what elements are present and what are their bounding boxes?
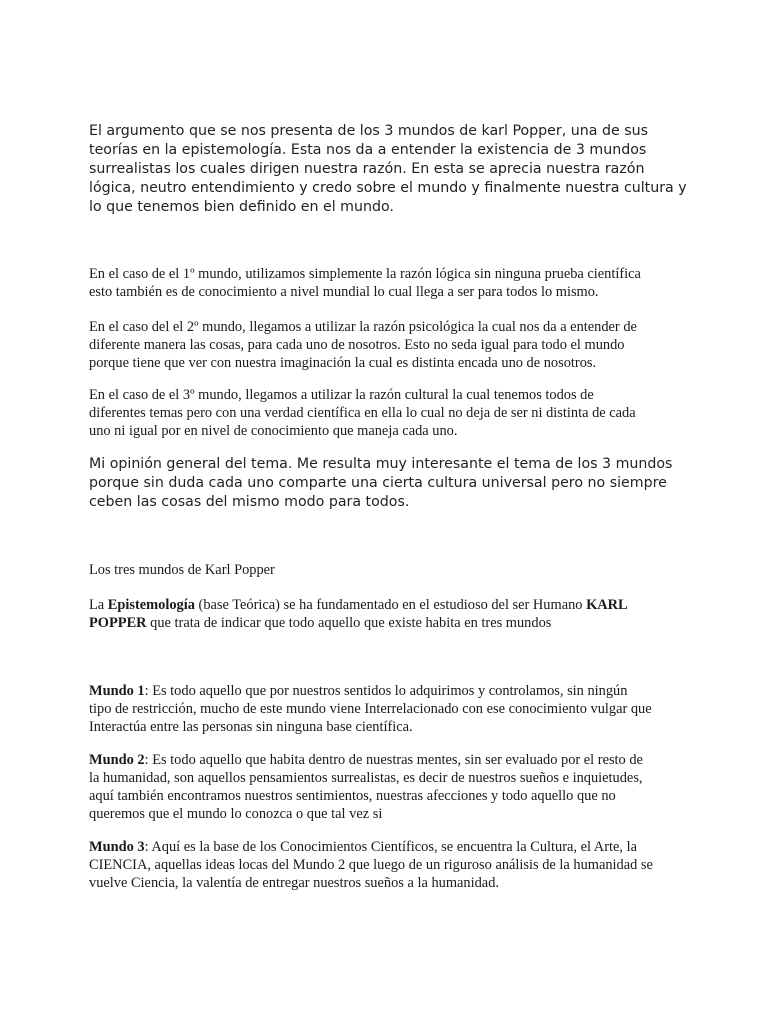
text-line (89, 614, 689, 632)
bold-name: POPPER (89, 615, 147, 631)
mundo-1-paragraph (89, 682, 689, 736)
text-line (89, 751, 689, 769)
mundo-label: Mundo 3 (89, 839, 145, 855)
bold-term: Epistemología (107, 597, 195, 613)
text-line: esto también es de conocimiento a nivel mundial lo cual llega a ser para todos lo mismo. (89, 284, 599, 300)
text-line: la humanidad, son aquellos pensamientos surrealistas, es decir de nuestros sueños e inquietudes, (89, 770, 643, 786)
text-line: ceben las cosas del mismo modo para todos. (89, 494, 410, 510)
intro-paragraph (89, 122, 689, 217)
mundo-3-paragraph (89, 838, 689, 892)
text-line: lógica, neutro entendimiento y credo sobre el mundo y finalmente nuestra cultura y (89, 180, 687, 196)
third-world-paragraph (89, 386, 689, 440)
text-line: porque tiene que ver con nuestra imaginación la cual es distinta encada uno de nosotros. (89, 355, 597, 371)
text-line (89, 596, 689, 614)
text-line: Mi opinión general del tema. Me resulta muy interesante el tema de los 3 mundos (89, 456, 673, 472)
first-world-paragraph (89, 265, 689, 301)
text-run: (base Teórica) se ha fundamentado en el estudioso del ser Humano (194, 597, 587, 613)
text-line: vuelve Ciencia, la valentía de entregar nuestros sueños a la humanidad. (89, 875, 499, 891)
subtitle-text: Los tres mundos de Karl Popper (89, 562, 275, 578)
text-line (89, 838, 689, 856)
text-line: CIENCIA, aquellas ideas locas del Mundo 2 que luego de un riguroso análisis de la humanidad se (89, 857, 653, 873)
text-run: La (89, 597, 108, 613)
text-line: En el caso de el 1º mundo, utilizamos simplemente la razón lógica sin ninguna prueba científica (89, 266, 641, 282)
text-line: diferente manera las cosas, para cada uno de nosotros. Esto no seda igual para todo el mundo (89, 337, 625, 353)
text-line: En el caso del el 2º mundo, llegamos a utilizar la razón psicológica la cual nos da a entender de (89, 319, 637, 335)
text-run: : Aquí es la base de los Conocimientos Científicos, se encuentra la Cultura, el Arte, la (144, 839, 637, 855)
mundo-label: Mundo 2 (89, 752, 145, 768)
text-line: El argumento que se nos presenta de los 3 mundos de karl Popper, una de sus (89, 123, 648, 139)
mundo-2-paragraph (89, 751, 689, 823)
text-run: que trata de indicar que todo aquello que existe habita en tres mundos (146, 615, 552, 631)
text-line: Interactúa entre las personas sin ninguna base científica. (89, 719, 413, 735)
bold-name: KARL (586, 597, 628, 613)
mundo-label: Mundo 1 (89, 683, 145, 699)
section-subtitle (89, 561, 689, 579)
text-line (89, 682, 689, 700)
text-run: : Es todo aquello que por nuestros sentidos lo adquirimos y controlamos, sin ningún (144, 683, 628, 699)
text-line: En el caso de el 3º mundo, llegamos a utilizar la razón cultural la cual tenemos todos de (89, 387, 594, 403)
text-line: queremos que el mundo lo conozca o que tal vez si (89, 806, 383, 822)
text-line: diferentes temas pero con una verdad científica en ella lo cual no deja de ser ni distinta de cada (89, 405, 636, 421)
epistemology-paragraph (89, 596, 689, 632)
text-run: : Es todo aquello que habita dentro de nuestras mentes, sin ser evaluado por el resto de (144, 752, 643, 768)
text-line: uno ni igual por en nivel de conocimiento que maneja cada uno. (89, 423, 458, 439)
text-line: lo que tenemos bien definido en el mundo. (89, 199, 394, 215)
second-world-paragraph (89, 318, 689, 372)
text-line: surrealistas los cuales dirigen nuestra razón. En esta se aprecia nuestra razón (89, 161, 645, 177)
text-line: tipo de restricción, mucho de este mundo viene Interrelacionado con ese conocimiento vulgar que (89, 701, 652, 717)
opinion-paragraph (89, 455, 689, 512)
text-line: aquí también encontramos nuestros sentimientos, nuestras afecciones y todo aquello que no (89, 788, 616, 804)
text-line: teorías en la epistemología. Esta nos da a entender la existencia de 3 mundos (89, 142, 647, 158)
text-line: porque sin duda cada uno comparte una cierta cultura universal pero no siempre (89, 475, 667, 491)
